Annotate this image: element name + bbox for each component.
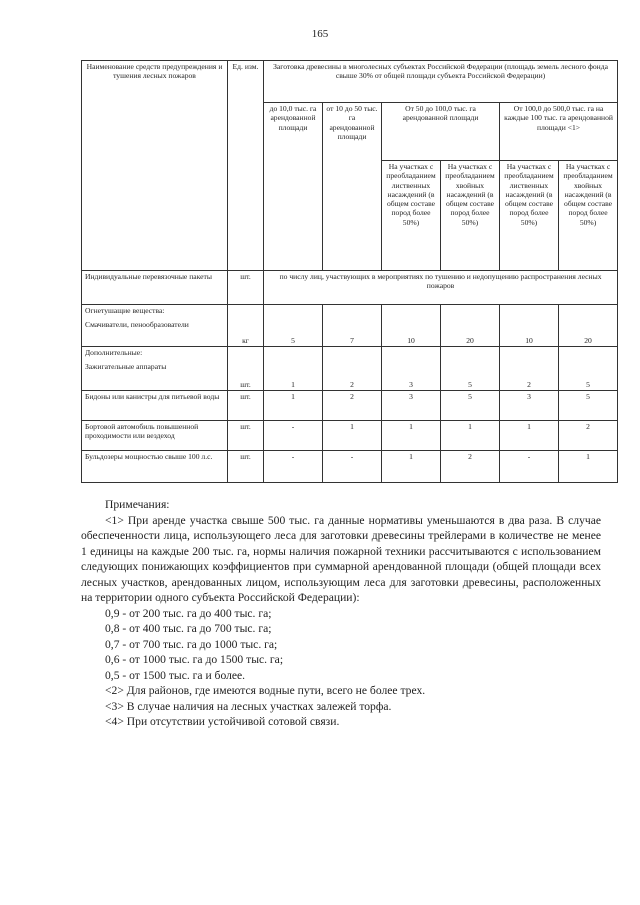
header-name: Наименование средств предупреждения и тушения лесных пожаров bbox=[82, 61, 228, 271]
row-name: Бульдозеры мощностью свыше 100 л.с. bbox=[82, 451, 228, 483]
row-value: 1 bbox=[382, 421, 441, 451]
row-value: - bbox=[264, 421, 323, 451]
row-name-cell bbox=[82, 347, 228, 391]
row-value: 5 bbox=[441, 391, 500, 421]
row-value: 5 bbox=[559, 347, 618, 391]
row-unit: шт. bbox=[228, 271, 264, 305]
table-row bbox=[82, 391, 618, 421]
table-row bbox=[82, 421, 618, 451]
row-value: 1 bbox=[382, 451, 441, 483]
table-row bbox=[82, 305, 618, 347]
notes-section bbox=[81, 497, 601, 730]
row-value: 3 bbox=[382, 347, 441, 391]
row-value: 2 bbox=[323, 347, 382, 391]
row-unit: шт. bbox=[228, 347, 264, 391]
row-name: Смачиватели, пенообразователи bbox=[85, 320, 189, 330]
page-number: 165 bbox=[311, 28, 329, 40]
row-value: 3 bbox=[500, 391, 559, 421]
row-value: 1 bbox=[323, 421, 382, 451]
note-1: <1> При аренде участка свыше 500 тыс. га данные нормативы уменьшаются в два раза. В случае обеспеченности лица, использующего леса для заготовки древесины трейлерами в количестве не менее 1 единицы на каждые 200 тыс. га, нормы наличия пожарной техники рассчитываются с использованием следующих понижающих коэффициентов при суммарной арендованной площади (общей площади всех лесных участков, арендованных лицом, использующим леса для заготовки древесины, расположенных на территории одного субъекта Российской Федерации): bbox=[81, 513, 601, 604]
row-value: 5 bbox=[559, 391, 618, 421]
row-value: - bbox=[500, 451, 559, 483]
note-4: <4> При отсутствии устойчивой сотовой связи. bbox=[105, 715, 340, 728]
subheader-conif: На участках с преобладанием хвойных насаждений (в общем составе пород более 50%) bbox=[559, 161, 618, 271]
row-name: Бидоны или канистры для питьевой воды bbox=[82, 391, 228, 421]
row-value: 1 bbox=[264, 347, 323, 391]
row-unit: кг bbox=[228, 305, 264, 347]
row-unit: шт. bbox=[228, 421, 264, 451]
row-name: Бортовой автомобиль повышенной проходимости или вездеход bbox=[82, 421, 228, 451]
row-value: 3 bbox=[382, 391, 441, 421]
row-value: 1 bbox=[441, 421, 500, 451]
table-row bbox=[82, 451, 618, 483]
row-value: 1 bbox=[264, 391, 323, 421]
row-group-label: Дополнительные: bbox=[85, 348, 143, 357]
notes-title: Примечания: bbox=[105, 498, 170, 511]
row-value: 20 bbox=[441, 305, 500, 347]
header-col-3: От 50 до 100,0 тыс. га арендованной площади bbox=[382, 103, 500, 161]
row-name: Индивидуальные перевязочные пакеты bbox=[82, 271, 228, 305]
row-value: - bbox=[264, 451, 323, 483]
subheader-leaf: На участках с преобладанием лиственных насаждений (в общем составе пород более 50%) bbox=[500, 161, 559, 271]
row-value: 5 bbox=[441, 347, 500, 391]
coefficient-item: 0,6 - от 1000 тыс. га до 1500 тыс. га; bbox=[105, 653, 284, 666]
row-value: - bbox=[323, 451, 382, 483]
row-value: 10 bbox=[382, 305, 441, 347]
fire-equipment-norms-table bbox=[81, 60, 618, 483]
note-3: <3> В случае наличия на лесных участках залежей торфа. bbox=[105, 699, 392, 713]
table-row bbox=[82, 271, 618, 305]
row-value: 7 bbox=[323, 305, 382, 347]
subheader-conif: На участках с преобладанием хвойных насаждений (в общем составе пород более 50%) bbox=[441, 161, 500, 271]
row-group-label: Огнетушащие вещества: bbox=[85, 306, 165, 315]
row-value: 10 bbox=[500, 305, 559, 347]
header-group: Заготовка древесины в многолесных субъектах Российской Федерации (площадь земель лесного фонда свыше 30% от общей площади субъекта Российской Федерации) bbox=[264, 61, 618, 103]
header-col-4: От 100,0 до 500,0 тыс. га на каждые 100 тыс. га арендованной площади <1> bbox=[500, 103, 618, 161]
row-unit: шт. bbox=[228, 451, 264, 483]
coefficient-item: 0,5 - от 1500 тыс. га и более. bbox=[105, 668, 246, 682]
row-unit: шт. bbox=[228, 391, 264, 421]
row-value: 2 bbox=[500, 347, 559, 391]
row-value: 20 bbox=[559, 305, 618, 347]
header-col-1: до 10,0 тыс. га арендованной площади bbox=[264, 103, 323, 271]
row-name-cell bbox=[82, 305, 228, 347]
row-value: 5 bbox=[264, 305, 323, 347]
header-col-2: от 10 до 50 тыс. га арендованной площади bbox=[323, 103, 382, 271]
row-value: 2 bbox=[559, 421, 618, 451]
row-span-text: по числу лиц, участвующих в мероприятиях по тушению и недопущению распространения лесных пожаров bbox=[264, 271, 618, 305]
row-value: 2 bbox=[323, 391, 382, 421]
row-value: 1 bbox=[559, 451, 618, 483]
coefficient-item: 0,7 - от 700 тыс. га до 1000 тыс. га; bbox=[105, 637, 278, 651]
table-row bbox=[82, 347, 618, 391]
header-unit: Ед. изм. bbox=[228, 61, 264, 271]
row-value: 1 bbox=[500, 421, 559, 451]
row-name: Зажигательные аппараты bbox=[85, 362, 167, 372]
row-value: 2 bbox=[441, 451, 500, 483]
subheader-leaf: На участках с преобладанием лиственных насаждений (в общем составе пород более 50%) bbox=[382, 161, 441, 271]
note-2: <2> Для районов, где имеются водные пути, всего не более трех. bbox=[105, 684, 426, 697]
coefficient-item: 0,8 - от 400 тыс. га до 700 тыс. га; bbox=[105, 622, 272, 635]
coefficient-item: 0,9 - от 200 тыс. га до 400 тыс. га; bbox=[105, 606, 272, 620]
